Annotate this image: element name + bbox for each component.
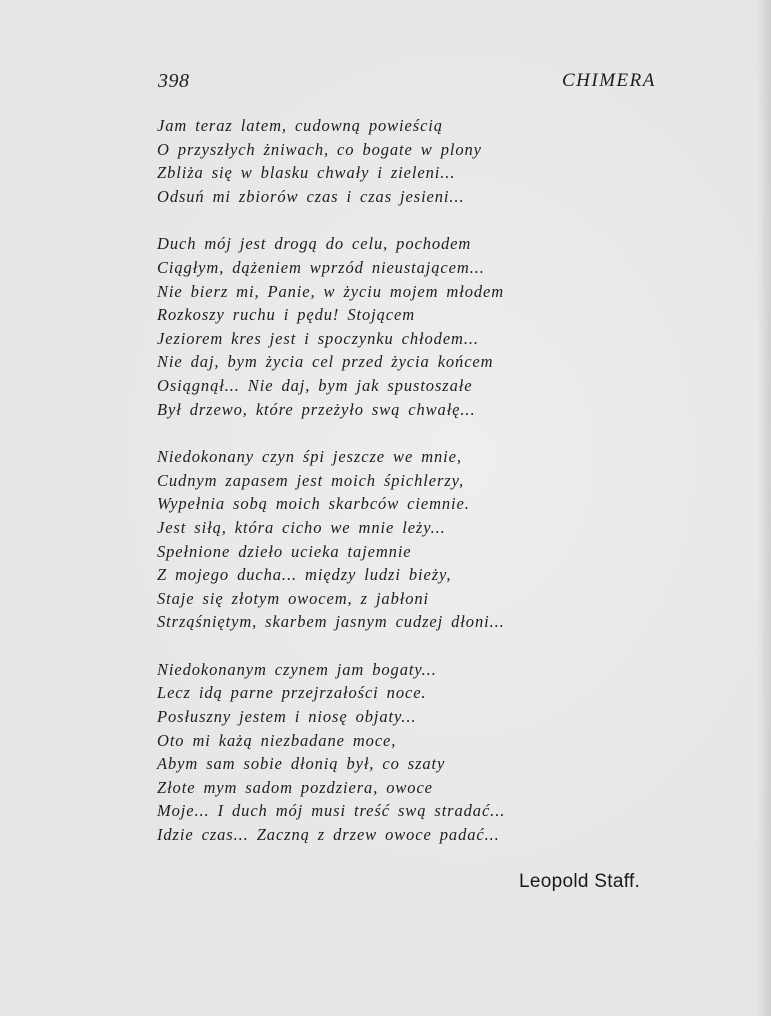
poem: [157, 114, 617, 871]
page-edge-shadow: [757, 0, 771, 1016]
poem-line: Jest siłą, która cicho we mnie leży...: [157, 517, 446, 537]
stanza-3: [157, 445, 617, 634]
poem-line: Spełnione dzieło ucieka tajemnie: [157, 541, 412, 561]
poem-line: Jeziorem kres jest i spoczynku chłodem...: [157, 328, 479, 348]
poem-line: Posłuszny jestem i niosę objaty...: [157, 707, 417, 727]
poem-line: O przyszłych żniwach, co bogate w plony: [157, 139, 482, 159]
poem-line: Strząśniętym, skarbem jasnym cudzej dłoni...: [157, 612, 505, 632]
poem-line: Osiągnął... Nie daj, bym jak spustoszałe: [157, 375, 473, 395]
running-title: CHIMERA: [562, 70, 656, 91]
poem-line: Zbliża się w blasku chwały i zieleni...: [157, 163, 456, 183]
poem-line: Moje... I duch mój musi treść swą stradać...: [157, 801, 506, 821]
poem-line: Lecz idą parne przejrzałości noce.: [157, 683, 427, 703]
poem-line: Z mojego ducha... między ludzi bieży,: [157, 565, 452, 585]
poem-line: Rozkoszy ruchu i pędu! Stojącem: [157, 305, 416, 325]
poem-line: Duch mój jest drogą do celu, pochodem: [157, 234, 472, 254]
author-signature: Leopold Staff.: [519, 871, 641, 892]
page-number: 398: [158, 70, 190, 92]
poem-line: Wypełnia sobą moich skarbców ciemnie.: [157, 494, 470, 514]
poem-line: Nie daj, bym życia cel przed życia końcem: [157, 352, 494, 372]
poem-line: Abym sam sobie dłonią był, co szaty: [157, 754, 446, 774]
poem-line: Niedokonanym czynem jam bogaty...: [157, 659, 437, 679]
poem-line: Oto mi każą niezbadane moce,: [157, 730, 397, 750]
poem-line: Staje się złotym owocem, z jabłoni: [157, 588, 429, 608]
poem-line: Idzie czas... Zaczną z drzew owoce padać...: [157, 825, 500, 845]
stanza-2: [157, 232, 617, 421]
stanza-1: [157, 114, 617, 208]
poem-line: Niedokonany czyn śpi jeszcze we mnie,: [157, 447, 462, 467]
poem-line: Jam teraz latem, cudowną powieścią: [157, 116, 443, 135]
poem-line: Ciągłym, dążeniem wprzód nieustającem...: [157, 257, 485, 277]
poem-line: Cudnym zapasem jest moich śpichlerzy,: [157, 470, 464, 490]
poem-line: Odsuń mi zbiorów czas i czas jesieni...: [157, 186, 465, 206]
poem-line: Nie bierz mi, Panie, w życiu mojem młodem: [157, 281, 505, 301]
poem-line: Złote mym sadom pozdziera, owoce: [157, 777, 433, 797]
poem-line: Był drzewo, które przeżyło swą chwałę...: [157, 399, 476, 419]
stanza-4: [157, 658, 617, 847]
